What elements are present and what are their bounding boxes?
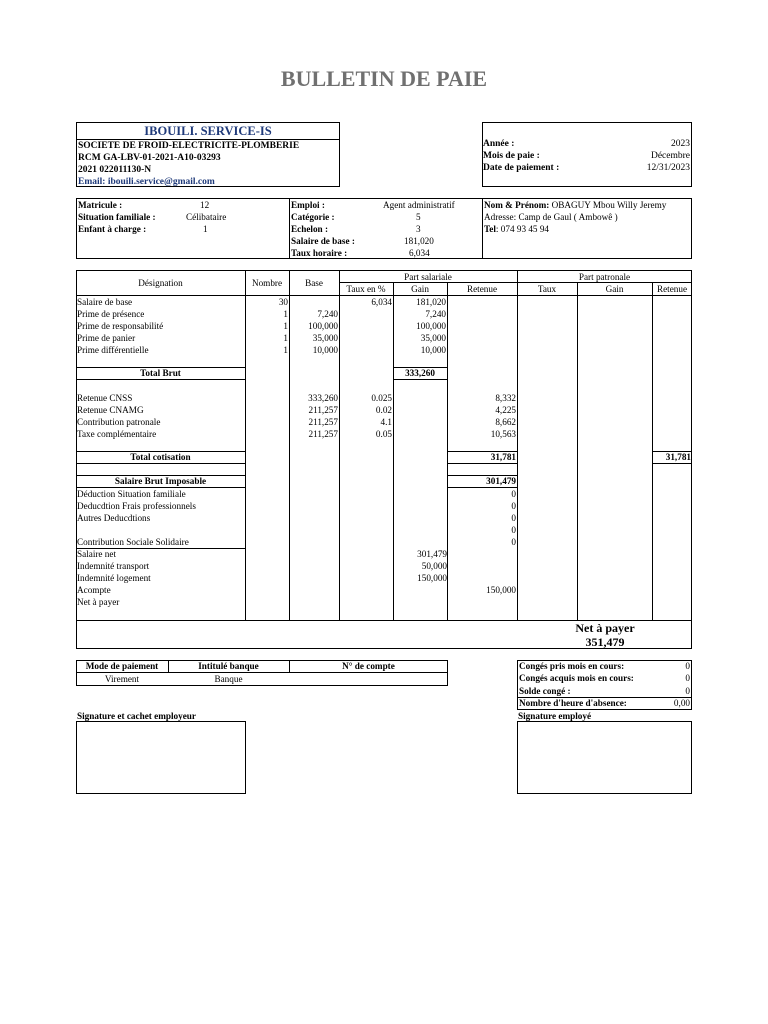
earning-gain: 10,000	[420, 345, 446, 355]
earning-label: Prime de présence	[77, 309, 145, 319]
deduction-value: 0	[511, 489, 516, 499]
transport-label: Indemnité transport	[77, 561, 150, 571]
deduction-value: 0	[511, 513, 516, 523]
col-retenue-patronale: Retenue	[656, 284, 688, 294]
col-taux-pct: Taux en %	[346, 284, 386, 294]
banque-header: Intitulé banque	[198, 661, 259, 671]
cotisation-retenue: 8,662	[495, 417, 516, 427]
earning-gain: 181,020	[416, 297, 446, 307]
cotisation-taux: 4.1	[380, 417, 392, 427]
solde-conge-label: Solde congé :	[519, 686, 571, 696]
company-id: 2021 022011130-N	[78, 165, 152, 175]
earning-nombre: 1	[283, 309, 288, 319]
mode-paiement-header: Mode de paiement	[85, 661, 159, 671]
col-taux: Taux	[537, 284, 557, 294]
earning-label: Salaire de base	[77, 297, 133, 307]
earning-base: 100,000	[308, 321, 338, 331]
earning-label: Prime de responsabilité	[77, 321, 164, 331]
cotisation-label: Retenue CNSS	[77, 393, 133, 403]
salaire-net-label: Salaire net	[77, 549, 117, 559]
company-rcm: RCM GA-LBV-01-2021-A10-03293	[78, 153, 221, 163]
mode-paiement-value: Virement	[104, 674, 140, 684]
earning-gain: 100,000	[416, 321, 446, 331]
deduction-value: 0	[511, 525, 516, 535]
echelon-value: 3	[416, 224, 421, 234]
salaire-base-value: 181,020	[404, 236, 434, 246]
taux-horaire-label: Taux horaire :	[291, 248, 348, 258]
cotisation-base: 211,257	[308, 417, 338, 427]
signature-employeur-label: Signature et cachet employeur	[77, 711, 196, 721]
enfant-value: 1	[203, 224, 208, 234]
net-payer-row-label: Net à payer	[77, 597, 120, 607]
categorie-value: 5	[416, 212, 421, 222]
solde-conge-value: 0	[685, 686, 690, 696]
net-payer-total: 351,479	[585, 635, 625, 649]
company-activity: SOCIETE DE FROID-ELECTRICITE-PLOMBERIE	[78, 141, 300, 151]
logement-value: 150,000	[417, 573, 447, 583]
taux-horaire-value: 6,034	[409, 248, 430, 258]
deduction-label: Deducdtion Frais professionnels	[77, 501, 196, 511]
compte-header: N° de compte	[342, 661, 395, 671]
brut-imposable-value: 301,479	[486, 476, 516, 486]
total-brut-value: 333,260	[405, 368, 435, 378]
cotisation-taux: 0.02	[375, 405, 392, 415]
total-cotisation-value: 31,781	[490, 452, 516, 462]
employee-phone: Tel: 074 93 45 94	[484, 224, 550, 234]
col-base: Base	[305, 278, 323, 288]
employee-name: Nom & Prénom: OBAGUY Mbou Willy Jeremy	[484, 200, 667, 210]
emploi-value: Agent administratif	[383, 200, 455, 210]
earning-nombre: 30	[278, 297, 288, 307]
conges-acquis-label: Congés acquis mois en cours:	[519, 673, 634, 683]
earning-base: 7,240	[317, 309, 338, 319]
conges-acquis-value: 0	[685, 673, 690, 683]
cotisation-label: Taxe complémentaire	[77, 429, 157, 439]
cotisation-taux: 0.05	[375, 429, 392, 439]
page-title: BULLETIN DE PAIE	[280, 66, 488, 91]
situation-value: Célibataire	[186, 212, 227, 222]
deduction-value: 0	[511, 501, 516, 511]
logement-label: Indemnité logement	[77, 573, 151, 583]
signature-employe-box[interactable]	[517, 721, 692, 794]
deduction-value: 0	[511, 537, 516, 547]
categorie-label: Catégorie :	[291, 212, 335, 222]
acompte-label: Acompte	[77, 585, 111, 595]
earning-nombre: 1	[283, 333, 288, 343]
brut-imposable-label: Salaire Brut Imposable	[114, 476, 207, 486]
col-retenue: Retenue	[466, 284, 498, 294]
mois-value: Décembre	[650, 151, 690, 161]
echelon-label: Echelon :	[291, 224, 329, 234]
cotisation-retenue: 8,332	[495, 393, 516, 403]
absence-label: Nombre d'heure d'absence:	[519, 698, 627, 708]
signature-employe-label: Signature employé	[518, 711, 592, 721]
deduction-label: Déduction Situation familiale	[77, 489, 186, 499]
salaire-base-label: Salaire de base :	[291, 236, 355, 246]
annee-label: Année :	[483, 139, 515, 149]
earning-label: Prime différentielle	[77, 345, 149, 355]
total-brut-label: Total Brut	[140, 368, 181, 378]
matricule-value: 12	[200, 200, 210, 210]
company-name: IBOUILI. SERVICE-IS	[77, 123, 339, 140]
earning-base: 10,000	[312, 345, 338, 355]
company-box	[76, 122, 340, 187]
acompte-value: 150,000	[486, 585, 516, 595]
banque-value: Banque	[214, 674, 243, 684]
matricule-label: Matricule :	[78, 200, 123, 210]
earning-gain: 35,000	[420, 333, 446, 343]
earning-nombre: 1	[283, 345, 288, 355]
cotisation-base: 333,260	[308, 393, 338, 403]
col-nombre: Nombre	[251, 278, 283, 288]
mois-label: Mois de paie :	[483, 151, 540, 161]
company-email: Email: ibouili.service@gmail.com	[78, 177, 215, 187]
col-part-salariale: Part salariale	[404, 272, 452, 282]
earning-gain: 7,240	[425, 309, 446, 319]
total-cotisation-patronale: 31,781	[665, 452, 691, 462]
date-label: Date de paiement :	[483, 163, 560, 173]
deduction-label: Autres Deducdtions	[77, 513, 151, 523]
col-gain: Gain	[411, 284, 429, 294]
situation-label: Situation familiale :	[78, 212, 156, 222]
conges-pris-value: 0	[685, 661, 690, 671]
enfant-label: Enfant à charge :	[78, 224, 147, 234]
absence-value: 0,00	[673, 698, 690, 708]
cotisation-retenue: 10,563	[490, 429, 516, 439]
annee-value: 2023	[671, 139, 690, 149]
cotisation-retenue: 4,225	[495, 405, 516, 415]
earning-nombre: 1	[283, 321, 288, 331]
emploi-label: Emploi :	[291, 200, 325, 210]
deduction-label: Contribution Sociale Solidaire	[77, 537, 189, 547]
earning-base: 35,000	[312, 333, 338, 343]
net-payer-title: Net à payer	[575, 621, 635, 635]
date-value: 12/31/2023	[646, 163, 690, 173]
employee-address: Adresse: Camp de Gaul ( Ambowê )	[484, 212, 618, 222]
total-cotisation-label: Total cotisation	[130, 452, 191, 462]
earning-label: Prime de panier	[77, 333, 136, 343]
salaire-net-value: 301,479	[417, 549, 447, 559]
period-box	[482, 122, 692, 187]
conges-pris-label: Congés pris mois en cours:	[519, 661, 625, 671]
cotisation-label: Contribution patronale	[77, 417, 161, 427]
col-designation: Désignation	[138, 278, 183, 288]
col-part-patronale: Part patronale	[578, 272, 631, 282]
earning-taux: 6,034	[371, 297, 392, 307]
cotisation-base: 211,257	[308, 405, 338, 415]
col-gain-patronale: Gain	[605, 284, 624, 294]
cotisation-base: 211,257	[308, 429, 338, 439]
cotisation-taux: 0.025	[371, 393, 392, 403]
cotisation-label: Retenue CNAMG	[77, 405, 144, 415]
transport-value: 50,000	[421, 561, 447, 571]
signature-employeur-box[interactable]	[76, 721, 246, 794]
